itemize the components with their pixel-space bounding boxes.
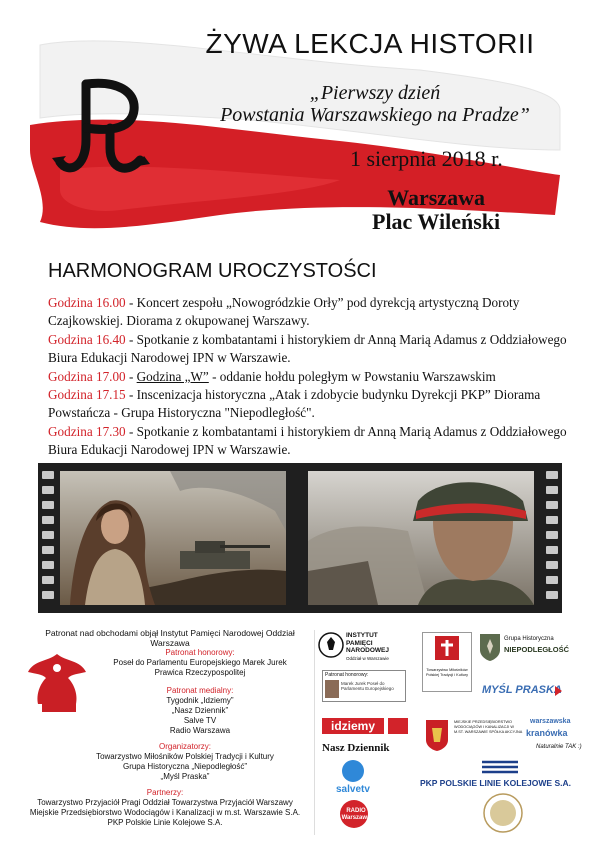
mysl-praska-logo: MYŚL PRASKA bbox=[482, 684, 562, 696]
pkp-icon bbox=[480, 760, 520, 774]
media-item: Salve TV bbox=[183, 716, 217, 725]
media-item: Radio Warszawa bbox=[169, 726, 231, 735]
naturalnie-text: Naturalnie TAK :) bbox=[536, 744, 582, 750]
schedule-text: - Inscenizacja historyczna „Atak i zdobycie budynku Dyrekcji PKP” Diorama Powstańcza - Grupa Historyczna "Niepodległość". bbox=[48, 387, 541, 421]
eagle-emblem-icon bbox=[22, 644, 92, 714]
film-hole bbox=[42, 531, 54, 539]
subtitle-line-1: „Pierwszy dzień bbox=[309, 82, 441, 104]
schedule-time: Godzina 17.00 bbox=[48, 368, 126, 384]
jurek-text: Marek Jurek Poseł do Parlamentu Europejskiego bbox=[341, 681, 394, 691]
schedule-item bbox=[48, 423, 568, 460]
organizer-item: Grupa Historyczna „Niepodległość” bbox=[122, 762, 248, 771]
schedule-item bbox=[48, 386, 568, 423]
salvetv-logo: salvetv bbox=[336, 784, 370, 795]
film-hole bbox=[42, 561, 54, 569]
film-hole bbox=[42, 546, 54, 554]
organizer-item: Towarzystwo Miłośników Polskiej Tradycji i Kultury bbox=[96, 752, 274, 761]
radio-warszawa-logo: RADIO Warszawa bbox=[341, 808, 371, 821]
schedule-text: - Koncert zespołu „Nowogródzkie Orły” pod dyrekcją artystyczną Doroty Czajkowskiej. Diorama z okupowanej Warszawy. bbox=[48, 295, 520, 329]
tmptk-logo bbox=[422, 632, 472, 692]
nasz-dziennik-logo: Nasz Dziennik bbox=[322, 742, 390, 754]
event-place bbox=[372, 186, 500, 234]
divider bbox=[314, 630, 315, 835]
honorary-list bbox=[100, 658, 300, 678]
photo-soldier bbox=[308, 471, 534, 605]
media-list bbox=[100, 696, 300, 736]
film-hole bbox=[546, 531, 558, 539]
film-hole bbox=[42, 591, 54, 599]
niepodleglosc-shield-icon bbox=[478, 632, 502, 662]
play-icon bbox=[555, 686, 562, 696]
ipn-emblem-icon bbox=[318, 632, 344, 658]
mpwik-crest-icon bbox=[424, 718, 450, 752]
schedule-time: Godzina 16.40 bbox=[48, 331, 126, 347]
event-date: 1 sierpnia 2018 r. bbox=[350, 146, 503, 171]
organizer-item: „Myśl Praska” bbox=[160, 772, 210, 781]
jurek-photo bbox=[325, 680, 339, 698]
patronage-section bbox=[0, 620, 600, 846]
idziemy-logo: idziemy bbox=[322, 718, 384, 734]
partner-item: Towarzystwo Przyjaciół Pragi Oddział Towarzystwa Przyjaciół Warszawy bbox=[37, 798, 293, 807]
photo-woman-battle bbox=[60, 471, 286, 605]
film-strip bbox=[38, 463, 562, 613]
schedule-list bbox=[48, 294, 568, 460]
schedule-text: - oddanie hołdu poległym w Powstaniu Warszawskim bbox=[208, 368, 496, 384]
partner-item: PKP Polskie Linie Kolejowe S.A. bbox=[107, 818, 223, 827]
schedule-underlined: Godzina „W” bbox=[136, 368, 209, 384]
schedule-text: - Spotkanie z kombatantami i historykiem dr Anną Marią Adamus z Oddziałowego Biura Edukacji Narodowej IPN w Warszawie. bbox=[48, 331, 567, 366]
warszawska-text: warszawska bbox=[530, 718, 571, 725]
schedule-time: Godzina 17.15 bbox=[48, 387, 126, 403]
media-item: „Nasz Dziennik” bbox=[171, 706, 229, 715]
tpp-seal-icon bbox=[482, 792, 524, 834]
jurek-badge-title: Patronat honorowy: bbox=[325, 672, 369, 678]
media-item: Tygodnik „Idziemy” bbox=[166, 696, 234, 705]
film-hole bbox=[546, 516, 558, 524]
schedule-item bbox=[48, 368, 568, 386]
page-title: ŻYWA LEKCJA HISTORII bbox=[205, 28, 535, 59]
film-hole bbox=[546, 471, 558, 479]
ipn-logo-text: INSTYTUT PAMIĘCI NARODOWEJ bbox=[346, 632, 389, 654]
film-hole bbox=[42, 501, 54, 509]
partners-title: Partnerzy: bbox=[146, 788, 184, 797]
ipn-sub: Oddział w Warszawie bbox=[346, 656, 389, 661]
film-hole bbox=[546, 501, 558, 509]
honorary-title: Patronat honorowy: bbox=[165, 648, 235, 657]
subtitle bbox=[175, 82, 575, 126]
kotwica-icon bbox=[48, 70, 158, 190]
film-hole bbox=[42, 576, 54, 584]
film-hole bbox=[546, 591, 558, 599]
pkp-logo: PKP POLSKIE LINIE KOLEJOWE S.A. bbox=[420, 778, 571, 788]
mpwik-text: MIEJSKIE PRZEDSIĘBIORSTWO WODOCIĄGÓW I KANALIZACJI W M.ST. WARSZAWIE SPÓŁKA AKCYJNA bbox=[454, 720, 523, 734]
organizers-title: Organizatorzy: bbox=[158, 742, 212, 751]
schedule-item bbox=[48, 294, 568, 331]
film-hole bbox=[546, 486, 558, 494]
patronage-intro: Patronat nad obchodami objął Instytut Pamięci Narodowej Oddział Warszawa bbox=[45, 628, 295, 648]
place-city: Warszawa bbox=[387, 185, 485, 210]
film-hole bbox=[42, 486, 54, 494]
film-hole bbox=[546, 546, 558, 554]
idziemy-tag bbox=[388, 718, 408, 734]
subtitle-line-2: Powstania Warszawskiego na Pradze” bbox=[220, 104, 530, 126]
schedule-text: - Spotkanie z kombatantami i historykiem dr Anną Marią Adamus z Oddziałowego Biura Edukacji Narodowej IPN w Warszawie. bbox=[48, 423, 567, 458]
schedule-time: Godzina 17.30 bbox=[48, 423, 126, 439]
honorary-item: Prawica Rzeczypospolitej bbox=[154, 668, 246, 677]
place-square: Plac Wileński bbox=[372, 209, 501, 234]
organizers-list bbox=[70, 752, 300, 782]
film-hole bbox=[546, 561, 558, 569]
jurek-badge bbox=[322, 670, 406, 702]
grupa-line2: NIEPODLEGŁOŚĆ bbox=[504, 645, 570, 654]
film-hole bbox=[546, 576, 558, 584]
partners-list bbox=[20, 798, 310, 828]
media-title: Patronat medialny: bbox=[166, 686, 234, 695]
salve-icon bbox=[342, 760, 364, 782]
partner-item: Miejskie Przedsiębiorstwo Wodociągów i Kanalizacji w m.st. Warszawie S.A. bbox=[29, 808, 301, 817]
film-hole bbox=[42, 516, 54, 524]
schedule-title: HARMONOGRAM UROCZYSTOŚCI bbox=[48, 260, 377, 282]
schedule-item bbox=[48, 331, 568, 368]
tmptk-text: Towarzystwo Miłośników Polskiej Tradycji i Kultury bbox=[426, 668, 468, 677]
grupa-line1: Grupa Historyczna bbox=[504, 636, 554, 642]
film-hole bbox=[42, 471, 54, 479]
kranowka-logo: kranówka bbox=[526, 728, 568, 738]
schedule-text-pre: - bbox=[125, 368, 137, 384]
schedule-time: Godzina 16.00 bbox=[48, 295, 126, 310]
honorary-item: Poseł do Parlamentu Europejskiego Marek Jurek bbox=[113, 658, 287, 667]
